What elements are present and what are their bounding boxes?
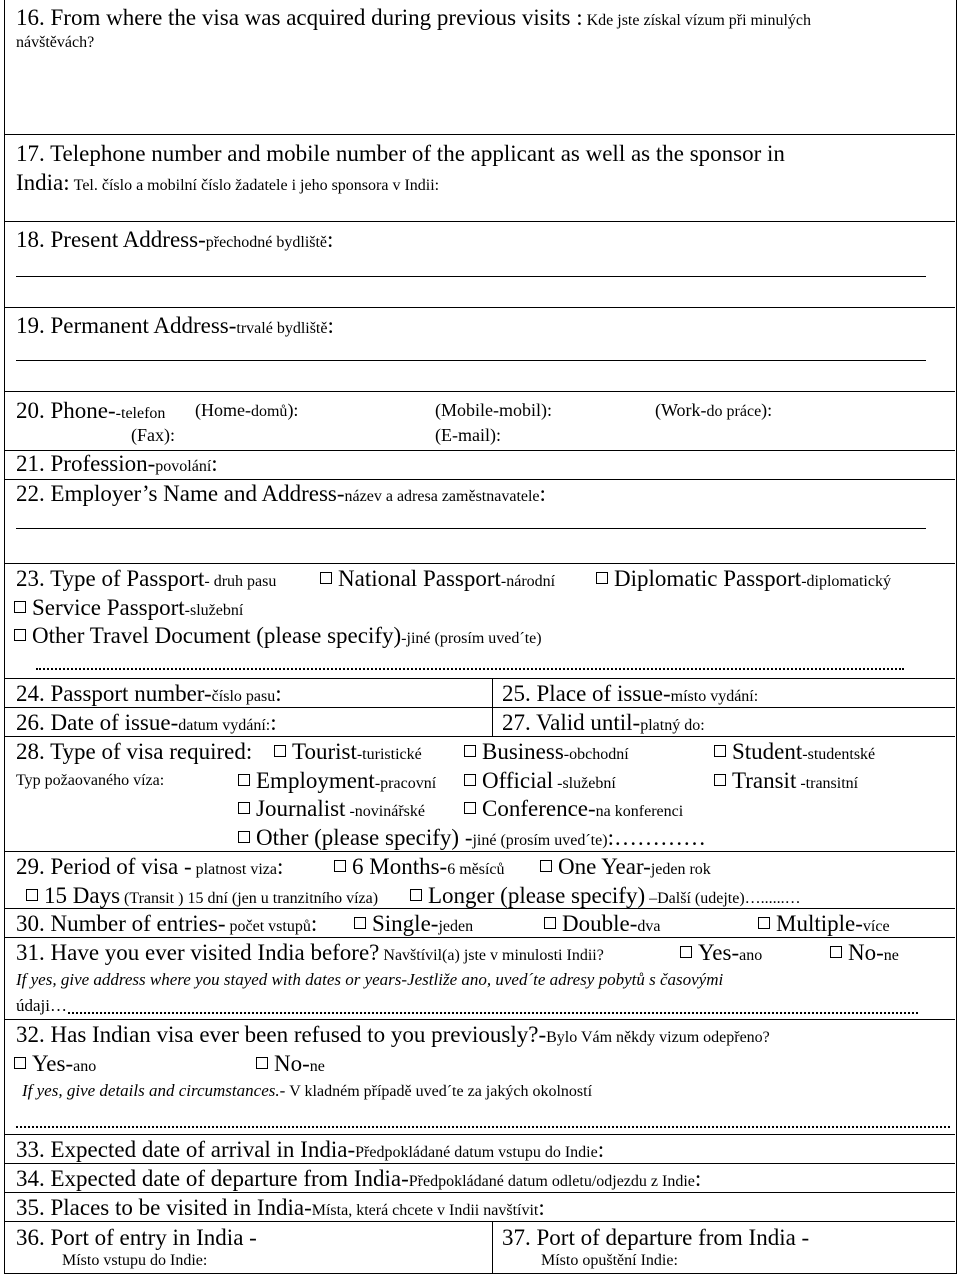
q28-visa-type: 28. Type of visa required: — [16, 739, 253, 764]
q37-port-departure: 37. Port of departure from India - — [502, 1225, 810, 1250]
visited-details-field[interactable] — [68, 1012, 918, 1014]
employer-field[interactable] — [16, 528, 926, 529]
q16-cz-continued: návštěvách? — [16, 34, 95, 51]
checkbox[interactable] — [238, 831, 250, 843]
other-document-field[interactable] — [36, 668, 904, 670]
row-divider — [4, 678, 955, 679]
row-divider — [4, 479, 955, 480]
q26-date-of-issue: 26. Date of issue-datum vydání:: — [16, 710, 277, 735]
passport-diplomatic-option[interactable]: Diplomatic Passport-diplomatický — [592, 567, 891, 590]
q34-departure-date: 34. Expected date of departure from India-Předpokládané datum odletu/odjezdu z Indie: — [16, 1166, 702, 1191]
checkbox[interactable] — [274, 745, 286, 757]
visa-official-option[interactable]: Official -služební — [460, 769, 616, 792]
email-label[interactable]: (E-mail): — [435, 425, 501, 445]
row-divider — [4, 1221, 955, 1222]
row-divider — [4, 1192, 955, 1193]
visa-student-option[interactable]: Student-studentské — [710, 740, 875, 763]
checkbox[interactable] — [464, 774, 476, 786]
checkbox[interactable] — [238, 774, 250, 786]
q33-arrival-date: 33. Expected date of arrival in India-Předpokládané datum vstupu do Indie: — [16, 1137, 605, 1162]
checkbox[interactable] — [680, 946, 692, 958]
row-divider — [4, 134, 955, 135]
passport-service-option[interactable]: Service Passport-služební — [10, 596, 243, 619]
checkbox[interactable] — [14, 629, 26, 641]
q36-port-entry: 36. Port of entry in India - — [16, 1225, 257, 1250]
visa-other-option[interactable]: Other (please specify) -jiné (prosím uved´te):………… — [234, 826, 706, 849]
phone-work-label[interactable]: (Work-do práce): — [655, 400, 773, 420]
checkbox[interactable] — [26, 889, 38, 901]
q31-note: If yes, give address where you stayed with dates or years-Jestliže ano, uved´te adresy pobytů s časovými — [16, 970, 724, 989]
checkbox[interactable] — [256, 1057, 268, 1069]
q22-employer: 22. Employer’s Name and Address-název a adresa zaměstnavatele: — [16, 481, 546, 506]
period-six-months-option[interactable]: 6 Months-6 měsíců — [330, 855, 505, 878]
period-longer-option[interactable]: Longer (please specify) –Další (udejte)…......… — [406, 884, 801, 907]
q25-place-of-issue: 25. Place of issue-místo vydání: — [502, 681, 759, 706]
q17-row: India: Tel. číslo a mobilní číslo žadatele i jeho sponsora v Indii: — [16, 170, 440, 195]
permanent-address-field[interactable] — [16, 360, 926, 361]
checkbox[interactable] — [14, 1057, 26, 1069]
entries-single-option[interactable]: Single-jeden — [350, 912, 473, 935]
checkbox[interactable] — [830, 946, 842, 958]
q32-refused: 32. Has Indian visa ever been refused to you previously?-Bylo Vám někdy vizum odepřeno? — [16, 1022, 770, 1047]
refused-no-option[interactable]: No-ne — [252, 1052, 325, 1075]
row-divider — [4, 307, 955, 308]
row-divider — [4, 391, 955, 392]
row-divider — [4, 908, 955, 909]
q37-cz: Místo opuštění Indie: — [541, 1252, 678, 1269]
row-divider — [4, 1134, 955, 1135]
checkbox[interactable] — [464, 802, 476, 814]
checkbox[interactable] — [758, 917, 770, 929]
q31-visited-before: 31. Have you ever visited India before? Navštívil(a) jste v minulosti Indii? — [16, 940, 604, 965]
entries-multiple-option[interactable]: Multiple-více — [754, 912, 890, 935]
checkbox[interactable] — [354, 917, 366, 929]
row-divider — [4, 851, 955, 852]
fax-label[interactable]: (Fax): — [131, 425, 175, 445]
q36-cz: Místo vstupu do Indie: — [62, 1252, 208, 1269]
checkbox[interactable] — [238, 802, 250, 814]
checkbox[interactable] — [544, 917, 556, 929]
visited-no-option[interactable]: No-ne — [826, 941, 899, 964]
visa-journalist-option[interactable]: Journalist -novinářské — [234, 797, 425, 820]
row-divider — [4, 1019, 955, 1020]
entries-double-option[interactable]: Double-dva — [540, 912, 660, 935]
row-divider — [4, 707, 955, 708]
phone-mobile-label[interactable]: (Mobile-mobil): — [435, 400, 552, 420]
checkbox[interactable] — [334, 860, 346, 872]
checkbox[interactable] — [714, 774, 726, 786]
checkbox[interactable] — [464, 745, 476, 757]
row-divider — [4, 1163, 955, 1164]
refused-yes-option[interactable]: Yes-ano — [10, 1052, 96, 1075]
phone-home-label[interactable]: (Home-domů): — [195, 400, 299, 420]
period-one-year-option[interactable]: One Year-jeden rok — [536, 855, 711, 878]
row-divider — [4, 937, 955, 938]
q18-present-address: 18. Present Address-přechodné bydliště: — [16, 227, 334, 252]
visa-transit-option[interactable]: Transit -transitní — [710, 769, 858, 792]
passport-other-option[interactable]: Other Travel Document (please specify)-jiné (prosím uved´te) — [10, 624, 542, 647]
period-15-days-option[interactable]: 15 Days (Transit ) 15 dní (jen u tranzitního víza) — [22, 884, 378, 907]
checkbox[interactable] — [540, 860, 552, 872]
column-divider — [492, 1221, 493, 1273]
visa-business-option[interactable]: Business-obchodní — [460, 740, 629, 763]
visa-tourist-option[interactable]: Tourist-turistické — [270, 740, 422, 763]
refused-details-field[interactable] — [16, 1126, 950, 1128]
checkbox[interactable] — [14, 601, 26, 613]
checkbox[interactable] — [320, 572, 332, 584]
row-divider — [4, 736, 955, 737]
q24-passport-number: 24. Passport number-číslo pasu: — [16, 681, 282, 706]
q23-passport-type: 23. Type of Passport- druh pasu — [16, 566, 277, 591]
visa-conference-option[interactable]: Conference-na konferenci — [460, 797, 683, 820]
checkbox[interactable] — [596, 572, 608, 584]
present-address-field[interactable] — [16, 276, 926, 277]
q21-profession: 21. Profession-povolání: — [16, 451, 218, 476]
q19-permanent-address: 19. Permanent Address-trvalé bydliště: — [16, 313, 334, 338]
checkbox[interactable] — [410, 889, 422, 901]
q16-row: 16. From where the visa was acquired during previous visits : Kde jste získal vízum při minulých — [16, 5, 811, 30]
q27-valid-until: 27. Valid until-platný do: — [502, 710, 705, 735]
q20-phone: 20. Phone--telefon — [16, 398, 166, 423]
q17-label: 17. Telephone number and mobile number of the applicant as well as the sponsor in — [16, 141, 785, 166]
checkbox[interactable] — [714, 745, 726, 757]
q28-cz-label: Typ požaovaného víza: — [16, 772, 165, 789]
row-divider — [4, 563, 955, 564]
q30-entries: 30. Number of entries- počet vstupů: — [16, 911, 318, 936]
q35-places: 35. Places to be visited in India-Místa, která chcete v Indii navštívit: — [16, 1195, 545, 1220]
visited-yes-option[interactable]: Yes-ano — [676, 941, 762, 964]
q31-note-continued: údaji… — [16, 996, 67, 1015]
row-divider — [4, 221, 955, 222]
passport-national-option[interactable]: National Passport-národní — [316, 567, 555, 590]
q32-note: If yes, give details and circumstances.- V kladném případě uved´te za jakých okolností — [22, 1081, 593, 1100]
q29-period: 29. Period of visa - platnost viza: — [16, 854, 284, 879]
column-divider — [492, 678, 493, 736]
visa-employment-option[interactable]: Employment-pracovní — [234, 769, 436, 792]
